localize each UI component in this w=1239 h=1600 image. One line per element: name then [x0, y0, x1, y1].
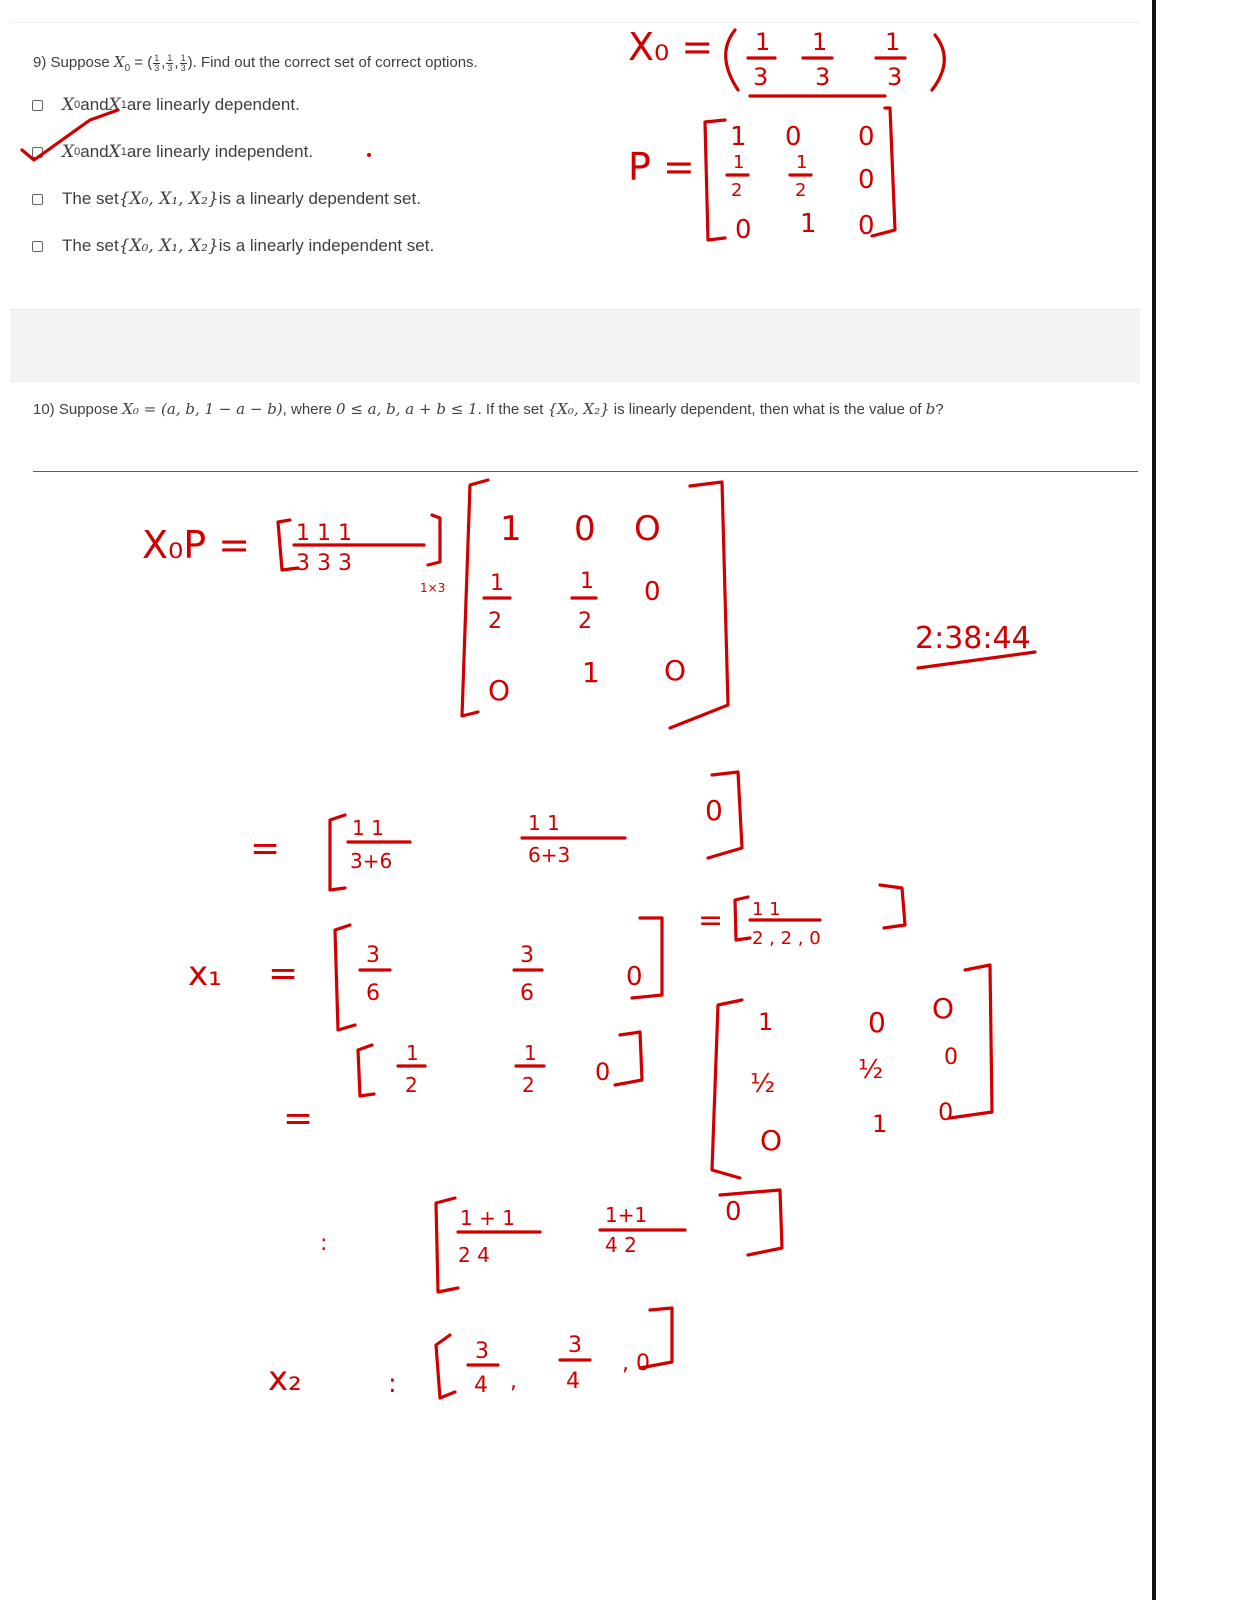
q10-b: b — [925, 400, 936, 418]
q10-if: . If the set — [477, 401, 548, 418]
hw-s2-a-num: 3 — [366, 943, 380, 968]
q10-condition: 0 ≤ a, b, a + b ≤ 1 — [336, 400, 478, 418]
hw-p-11: 1 — [730, 122, 747, 152]
hw-m-12: 0 — [574, 509, 596, 549]
hw-p-12: 0 — [785, 122, 802, 152]
hw-p-13: 0 — [858, 122, 875, 152]
hw-m-11: 1 — [500, 509, 522, 549]
q10-set: {X₀, X₂} — [547, 400, 610, 418]
hw-x0-den-1: 3 — [753, 63, 769, 91]
q9-eq: = ( — [130, 54, 153, 71]
hw-s4-b: 1+1 — [605, 1203, 648, 1227]
hw-p-23: 0 — [858, 165, 875, 195]
hw-s4-c: 0 — [725, 1197, 742, 1227]
hw-s2b-den: 2 , 2 , 0 — [752, 928, 821, 949]
q9-frac-1: $\frac{1}{3}$ — [154, 52, 160, 73]
hw-s2-bracket-left — [335, 925, 355, 1030]
q9-option-4-label: is a linearly independent set. — [218, 236, 435, 255]
hw-p2-31: O — [760, 1124, 783, 1157]
hw-s2b-bracket-left — [735, 897, 750, 940]
check-mark — [22, 110, 118, 160]
hw-p2-bracket-right — [950, 965, 992, 1118]
hw-m-22-num: 1 — [580, 569, 594, 594]
hw-s1-b: 1 1 — [528, 811, 560, 835]
hw-eq-2: = — [268, 953, 299, 994]
hw-p2-22: ½ — [858, 1055, 884, 1085]
hw-s1-bracket-left — [330, 815, 345, 890]
hw-eq-5: : — [388, 1369, 397, 1399]
hw-eq-4: = — [283, 1098, 314, 1139]
hw-p2-11: 1 — [758, 1008, 774, 1036]
hw-s3-bracket-right — [615, 1032, 642, 1085]
q9-sub: 0 — [124, 63, 131, 74]
opt4-set: {X₀, X₁, X₂} — [118, 236, 219, 256]
q9-var: X — [113, 53, 125, 71]
hw-m-32: 1 — [582, 656, 600, 689]
hw-x0-label: X₀ = — [628, 25, 714, 69]
hw-s2-a-den: 6 — [366, 981, 380, 1006]
hw-colon: : — [320, 1231, 328, 1256]
hw-s5-bracket-left — [436, 1335, 455, 1398]
opt1-mid: and — [80, 95, 109, 114]
hw-s3-a-num: 1 — [406, 1041, 419, 1065]
hw-big-bracket-right — [670, 482, 728, 728]
opt3-set: {X₀, X₁, X₂} — [118, 189, 219, 209]
hw-p-bracket-right — [872, 108, 895, 236]
question-9-text: 9) Suppose $X_0$ = ( $\frac{1}{3}$ , $\frac{1}{3}$ , $\frac{1}{3}$ ). Find out the correct set of correct options. — [33, 52, 478, 74]
opt2-mid: and — [80, 142, 109, 161]
q10-where: , where — [282, 401, 337, 418]
hw-p-32: 1 — [800, 209, 817, 239]
hw-s2b-content: 1 1 — [752, 899, 781, 920]
hw-x0-num-1: 1 — [755, 28, 771, 56]
opt1-a-sub: 0 — [74, 99, 81, 111]
hw-x0-num-3: 1 — [885, 28, 901, 56]
hw-paren-right — [932, 35, 944, 90]
hw-x2-label: x₂ — [268, 1359, 302, 1399]
hw-m-23: 0 — [644, 577, 661, 607]
hw-p-31: 0 — [735, 215, 752, 245]
hw-p2-21: ½ — [750, 1069, 776, 1099]
hw-s4-bracket-left — [436, 1198, 458, 1292]
hw-p2-12: 0 — [868, 1006, 886, 1039]
hw-p-bracket-left — [705, 120, 725, 240]
hw-x0p-label: X₀P = — [142, 523, 251, 567]
hw-paren-left — [726, 30, 738, 90]
hw-p-22-num: 1 — [796, 152, 808, 173]
q9-option-1-label: are linearly dependent. — [126, 95, 300, 114]
q9-prefix: 9) Suppose — [33, 54, 114, 71]
hw-p-33: 0 — [858, 211, 875, 241]
hw-s4-b-den: 4 2 — [605, 1233, 637, 1257]
hw-s1-a: 1 1 — [352, 816, 384, 840]
q10-prefix: 10) Suppose — [33, 401, 123, 418]
hw-s2-b-num: 3 — [520, 943, 534, 968]
hw-s3-bracket-left — [358, 1045, 374, 1096]
hw-x1-label: x₁ — [188, 954, 222, 994]
hw-s5-a-den: 4 — [474, 1373, 488, 1398]
q9-close: ) — [187, 54, 193, 71]
hw-p2-32: 1 — [872, 1110, 888, 1138]
hw-x0-den-2: 3 — [815, 63, 831, 91]
hw-s3-a-den: 2 — [405, 1073, 418, 1097]
opt1-b: X — [108, 95, 121, 115]
opt4-lead: The set — [62, 236, 119, 255]
hw-p2-23: 0 — [944, 1045, 958, 1070]
opt3-lead: The set — [62, 189, 119, 208]
hw-p2-bracket-left — [712, 1000, 742, 1178]
hw-p-22-den: 2 — [795, 180, 807, 201]
hw-s3-b-num: 1 — [524, 1041, 537, 1065]
hw-s3-c: 0 — [595, 1058, 611, 1086]
q10-vector: X₀ = (a, b, 1 − a − b) — [122, 400, 283, 418]
hw-s3-b-den: 2 — [522, 1073, 535, 1097]
opt1-a: X — [62, 95, 75, 115]
hw-m-21-num: 1 — [490, 571, 504, 596]
hw-s2-c: 0 — [626, 962, 643, 992]
hw-s1-c: 0 — [705, 794, 723, 827]
q10-suffix: is linearly dependent, then what is the value of — [609, 401, 926, 418]
hw-m-13: O — [634, 509, 661, 549]
hw-s5-b-den: 4 — [566, 1369, 580, 1394]
opt2-a: X — [62, 142, 75, 162]
hw-row-1: 1 1 1 — [296, 521, 352, 546]
hw-eq-1: = — [250, 828, 281, 869]
hw-s5-b-num: 3 — [568, 1333, 582, 1358]
hw-s5-a-num: 3 — [475, 1339, 489, 1364]
opt2-b-sub: 1 — [120, 146, 127, 158]
hw-p-21-den: 2 — [731, 180, 743, 201]
hw-s4-a-den: 2 4 — [458, 1243, 490, 1267]
hw-m-31: O — [488, 674, 511, 707]
dot — [367, 153, 371, 157]
hw-timestamp: 2:38:44 — [915, 621, 1031, 656]
hw-s2b-bracket-right — [880, 885, 905, 928]
hw-s5-c: , 0 — [622, 1351, 650, 1376]
q10-end: ? — [935, 401, 944, 418]
hw-p-label: P = — [628, 145, 695, 189]
hw-m-22-den: 2 — [578, 609, 592, 634]
hw-dim-note: 1×3 — [420, 581, 446, 595]
hw-s2-b-den: 6 — [520, 981, 534, 1006]
q9-frac-2: $\frac{1}{3}$ — [167, 52, 173, 73]
hw-x0-den-3: 3 — [887, 63, 903, 91]
opt1-b-sub: 1 — [120, 99, 127, 111]
q9-frac-3: $\frac{1}{3}$ — [180, 52, 186, 73]
hw-x0-num-2: 1 — [812, 28, 828, 56]
hw-s1-b-den: 6+3 — [528, 843, 571, 867]
hw-s5-comma-1: , — [510, 1369, 517, 1394]
hw-p-21-num: 1 — [733, 152, 745, 173]
hw-row-bracket-right — [428, 515, 440, 565]
q9-option-3-label: is a linearly dependent set. — [218, 189, 421, 208]
q9-option-2-label: are linearly independent. — [126, 142, 314, 161]
hw-s1-a-den: 3+6 — [350, 849, 393, 873]
hw-m-33: O — [664, 654, 687, 687]
hw-row-3s: 3 3 3 — [296, 551, 352, 576]
opt2-a-sub: 0 — [74, 146, 81, 158]
hw-p2-13: O — [932, 992, 955, 1025]
hw-s4-a: 1 + 1 — [460, 1206, 515, 1230]
hw-eq-3: = — [698, 903, 724, 938]
hw-m-21-den: 2 — [488, 609, 502, 634]
opt2-b: X — [108, 142, 121, 162]
hw-p2-33: 0 — [938, 1098, 954, 1126]
q9-suffix: . Find out the correct set of correct options. — [192, 54, 478, 71]
